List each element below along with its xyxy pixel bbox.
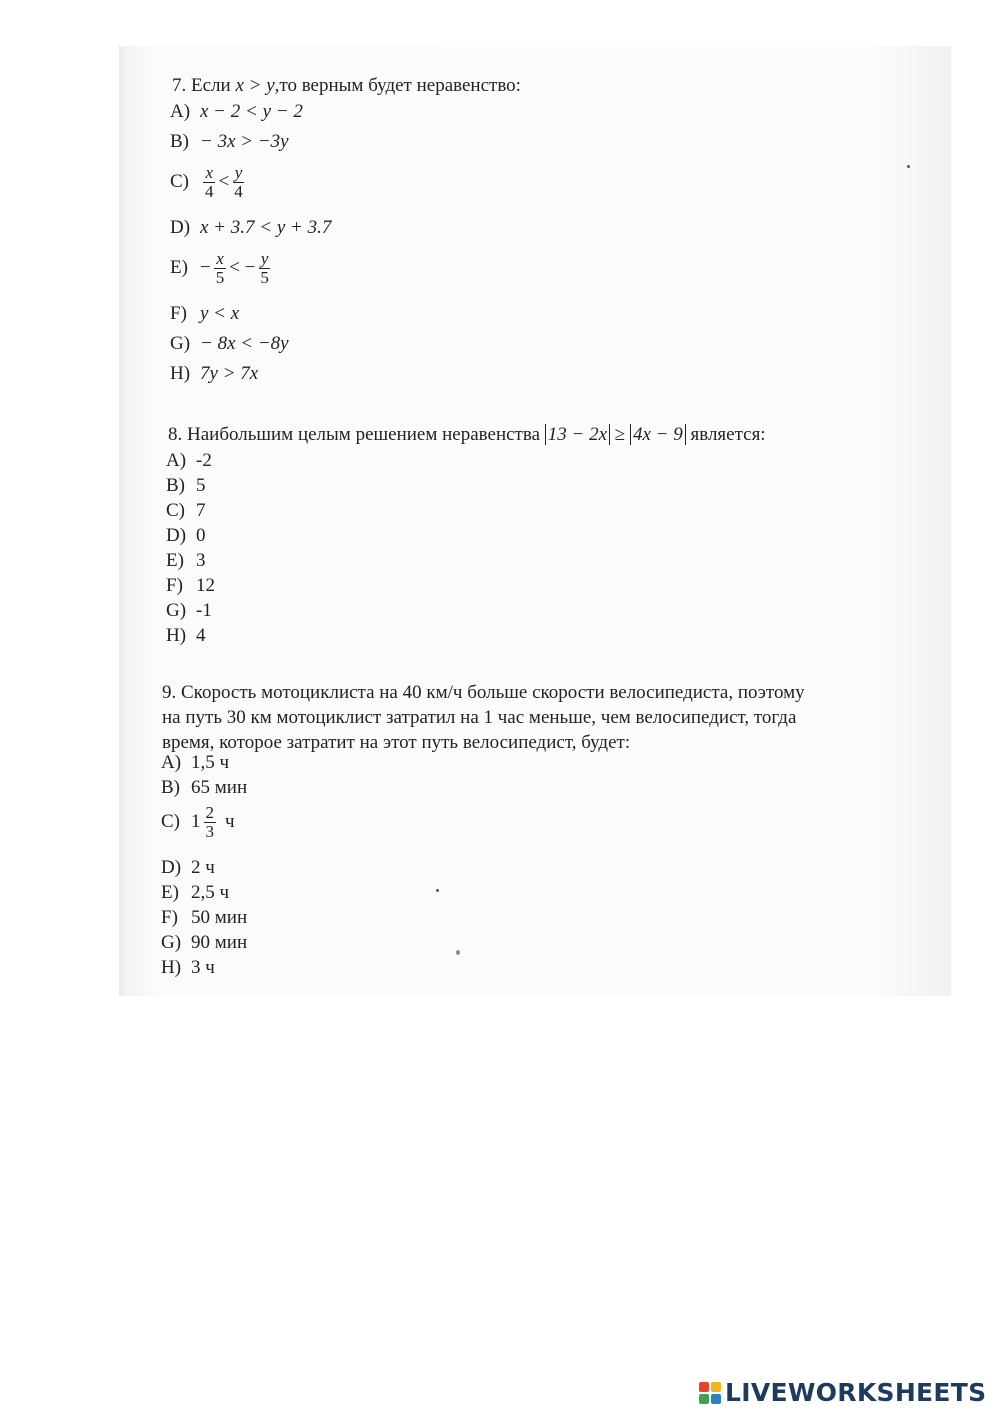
abs-expression-left: 13 − 2x [545,424,610,445]
logo-square [711,1382,721,1392]
q7-option-e[interactable]: E) − $\frac{x}{5}$ < − $\frac{y}{5}$ [170,249,269,287]
fraction: $\frac{2}{3}$ [205,803,214,841]
logo-square [699,1394,709,1404]
q8-option[interactable]: B) 5 [166,475,206,496]
question-8-prompt: 8. Наибольшим целым решением неравенства 13 − 2x ≥ 4x − 9 является: [168,424,766,445]
fraction: $\frac{y}{4}$ [234,163,243,201]
q7-option-f[interactable]: F) y < x [170,303,240,324]
liveworksheets-logo [699,1378,986,1407]
q9-option-a[interactable]: A) 1,5 ч [161,752,230,773]
q9-option-f[interactable]: F) 50 мин [161,907,248,928]
fraction: $\frac{y}{5}$ [260,249,269,287]
q8-option[interactable]: F) 12 [166,575,215,596]
q8-option[interactable]: E) 3 [166,550,206,571]
q8-option[interactable]: C) 7 [166,500,206,521]
q7-option-b[interactable]: B) − 3x > −3y [170,131,289,152]
q8-option[interactable]: H) 4 [166,625,206,646]
question-7-prompt: 7. Если x > y,то верным будет неравенство: [172,75,521,96]
question-9-prompt: 9. Скорость мотоциклиста на 40 км/ч больше скорости велосипедиста, поэтому на путь 30 км мотоциклист затратил на 1 час меньше, чем велосипедист, тогда время, которое затратит на этот путь велосипедист, будет: [162,682,805,753]
q8-option[interactable]: A) -2 [166,450,212,471]
q8-option[interactable]: G) -1 [166,600,212,621]
logo-text: LIVEWORKSHEETS [725,1378,987,1407]
fraction: $\frac{x}{5}$ [215,249,225,287]
q7-option-d[interactable]: D) x + 3.7 < y + 3.7 [170,217,332,238]
abs-expression-right: 4x − 9 [630,424,686,445]
scan-speck [436,889,439,892]
q7-option-c[interactable]: C) $\frac{x}{4}$ < $\frac{y}{4}$ [170,163,243,201]
q9-option-h[interactable]: H) 3 ч [161,957,215,978]
scan-speck [907,165,910,168]
q9-option-b[interactable]: B) 65 мин [161,777,248,798]
q8-option[interactable]: D) 0 [166,525,206,546]
logo-mark-icon [699,1382,721,1404]
scan-speck [456,950,460,955]
q9-option-d[interactable]: D) 2 ч [161,857,215,878]
logo-square [699,1382,709,1392]
q7-option-h[interactable]: H) 7y > 7x [170,363,259,384]
q7-option-a[interactable]: A) x − 2 < y − 2 [170,101,303,122]
q7-condition: x > y [235,75,275,96]
q9-option-e[interactable]: E) 2,5 ч [161,882,230,903]
fraction: $\frac{x}{4}$ [205,163,214,201]
q7-option-g[interactable]: G) − 8x < −8y [170,333,289,354]
logo-square [711,1394,721,1404]
q9-option-g[interactable]: G) 90 мин [161,932,248,953]
q9-option-c[interactable]: C) 1 $\frac{2}{3}$ ч [161,803,235,841]
